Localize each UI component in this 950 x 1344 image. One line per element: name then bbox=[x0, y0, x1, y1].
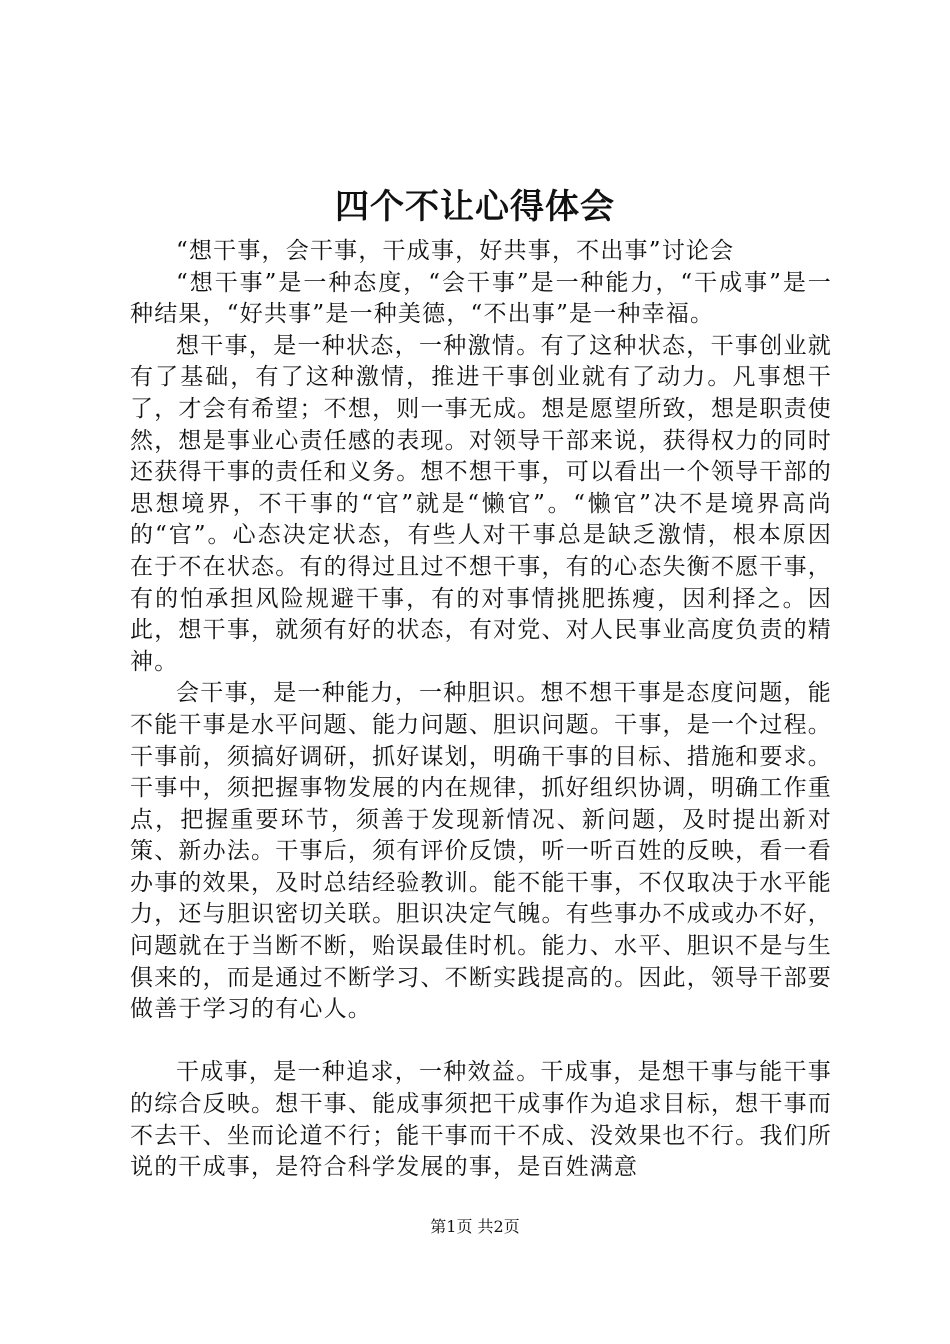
document-body bbox=[130, 236, 832, 1184]
paragraph-gan-cheng-shi: 干成事，是一种追求，一种效益。干成事，是想干事与能干事的综合反映。想干事、能成事须把干成事作为追求目标，想干事而不去干、坐而论道不行；能干事而干不成、没效果也不行。我们所说的干成事，是符合科学发展的事，是百姓满意 bbox=[130, 1059, 832, 1181]
paragraph-hui-gan-shi: 会干事，是一种能力，一种胆识。想不想干事是态度问题，能不能干事是水平问题、能力问题、胆识问题。干事，是一个过程。干事前，须搞好调研，抓好谋划，明确干事的目标、措施和要求。干事中，须把握事物发展的内在规律，抓好组织协调，明确工作重点，把握重要环节，须善于发现新情况、新问题，及时提出新对策、新办法。干事后，须有评价反馈，听一听百姓的反映，看一看办事的效果，及时总结经验教训。能不能干事，不仅取决于水平能力，还与胆识密切关联。胆识决定气魄。有些事办不成或办不好，问题就在于当断不断，贻误最佳时机。能力、水平、胆识不是与生俱来的，而是通过不断学习、不断实践提高的。因此，领导干部要做善于学习的有心人。 bbox=[130, 680, 832, 1023]
paragraph-summary: “想干事”是一种态度，“会干事”是一种能力，“干成事”是一种结果，“好共事”是一种美德，“不出事”是一种幸福。 bbox=[130, 269, 832, 328]
paragraph-intro-heading: “想干事，会干事，干成事，好共事，不出事”讨论会 bbox=[176, 238, 735, 264]
page-title: 四个不让心得体会 bbox=[335, 187, 615, 227]
paragraph-xiang-gan-shi: 想干事，是一种状态，一种激情。有了这种状态，干事创业就有了基础，有了这种激情，推进干事创业就有了动力。凡事想干了，才会有希望；不想，则一事无成。想是愿望所致，想是职责使然，想是事业心责任感的表现。对领导干部来说，获得权力的同时还获得干事的责任和义务。想不想干事，可以看出一个领导干部的思想境界，不干事的“官”就是“懒官”。“懒官”决不是境界高尚的“官”。心态决定状态，有些人对干事总是缺乏激情，根本原因在于不在状态。有的得过且过不想干事，有的心态失衡不愿干事，有的怕承担风险规避干事，有的对事情挑肥拣瘦，因利择之。因此，想干事，就须有好的状态，有对党、对人民事业高度负责的精神。 bbox=[130, 332, 832, 675]
page-footer: 第1页 共2页 bbox=[430, 1217, 520, 1236]
